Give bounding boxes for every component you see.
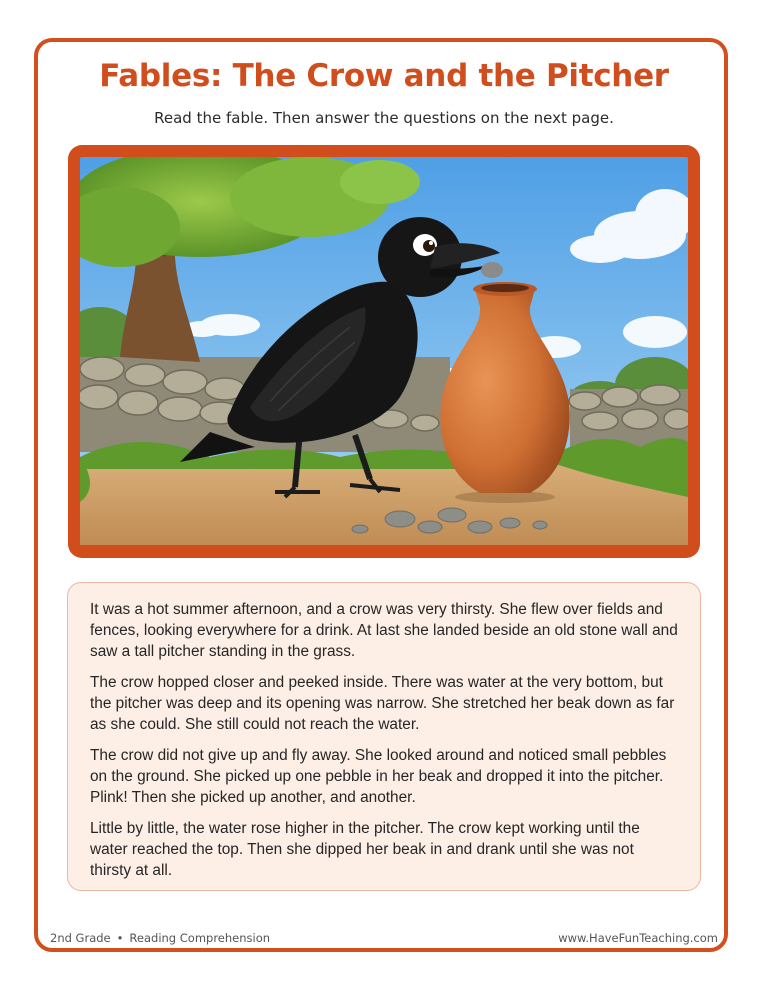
footer-website: www.HaveFunTeaching.com [558,931,718,945]
footer-course-info [50,931,270,945]
story-paragraph-4: Little by little, the water rose higher in the pitcher. The crow kept working until the water reached the top. Then she dipped her beak in and drank until she was not thirsty at all. [90,820,640,879]
crow-pitcher-illustration [80,157,688,545]
story-paragraph-1: It was a hot summer afternoon, and a crow was very thirsty. She flew over fields and fences, looking everywhere for a drink. At last she landed beside an old stone wall and saw a tall pitcher standing in the grass. [90,601,678,660]
page-title: Fables: The Crow and the Pitcher [99,58,669,94]
story-paragraph-3: The crow did not give up and fly away. She looked around and noticed small pebbles on the ground. She picked up one pebble in her beak and dropped it into the pitcher. Plink! Then she picked up another, and another. [90,747,667,806]
instructions-text: Read the fable. Then answer the questions on the next page. [154,109,614,127]
footer-grade: 2nd Grade [50,931,111,945]
story-paragraph-2: The crow hopped closer and peeked inside. There was water at the very bottom, but the pitcher was deep and its opening was narrow. She stretched her beak down as far as she could. She still could not reach the water. [90,674,675,733]
footer-separator: • [116,931,124,945]
story-text-box [67,582,701,891]
footer-subject: Reading Comprehension [129,931,271,945]
